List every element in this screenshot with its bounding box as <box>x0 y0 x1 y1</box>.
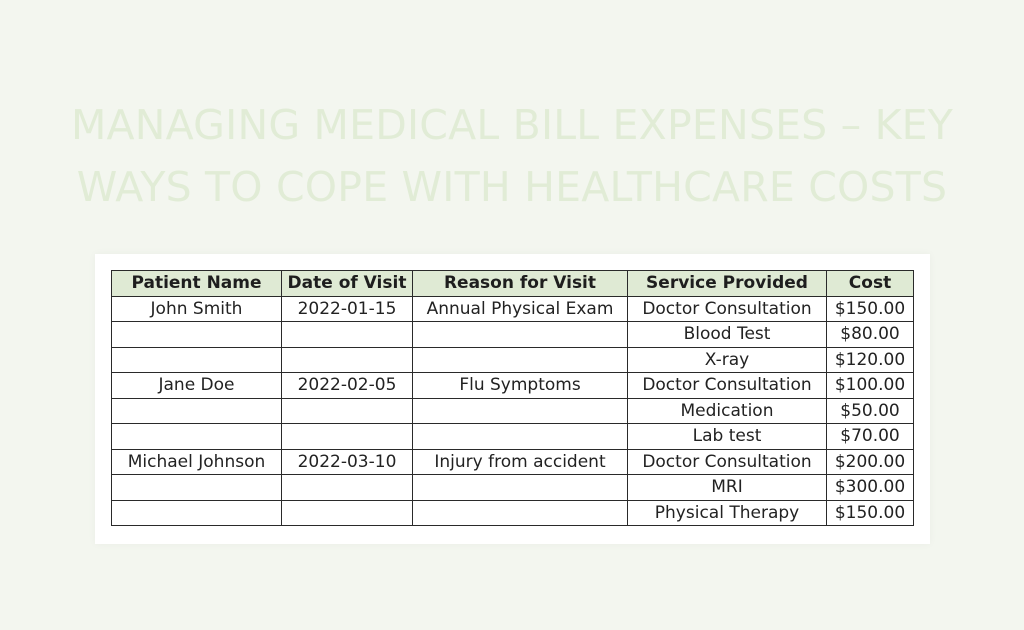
title-line-1: MANAGING MEDICAL BILL EXPENSES – KEY <box>70 101 954 149</box>
cost-cell: $70.00 <box>827 424 914 450</box>
header-service-provided: Service Provided <box>628 271 827 297</box>
cost-cell: $150.00 <box>827 296 914 322</box>
header-cost: Cost <box>827 271 914 297</box>
page-title <box>60 94 964 218</box>
header-reason-for-visit: Reason for Visit <box>413 271 628 297</box>
table-row <box>112 500 914 526</box>
reason-cell <box>413 347 628 373</box>
date-cell <box>282 500 413 526</box>
reason-cell <box>413 398 628 424</box>
patient-name-cell <box>112 500 282 526</box>
patient-name-cell <box>112 475 282 501</box>
date-cell <box>282 424 413 450</box>
date-cell <box>282 322 413 348</box>
reason-cell <box>413 322 628 348</box>
patient-name-cell <box>112 398 282 424</box>
service-cell: Doctor Consultation <box>628 296 827 322</box>
service-cell: Physical Therapy <box>628 500 827 526</box>
date-cell: 2022-03-10 <box>282 449 413 475</box>
reason-cell: Flu Symptoms <box>413 373 628 399</box>
medical-bill-table <box>111 270 914 526</box>
header-date-of-visit: Date of Visit <box>282 271 413 297</box>
table-row <box>112 449 914 475</box>
header-row <box>112 271 914 297</box>
service-cell: X-ray <box>628 347 827 373</box>
patient-name-cell <box>112 424 282 450</box>
reason-cell: Injury from accident <box>413 449 628 475</box>
patient-name-cell: Jane Doe <box>112 373 282 399</box>
header-patient-name: Patient Name <box>112 271 282 297</box>
date-cell <box>282 398 413 424</box>
service-cell: Doctor Consultation <box>628 373 827 399</box>
date-cell <box>282 347 413 373</box>
service-cell: Doctor Consultation <box>628 449 827 475</box>
table-row <box>112 424 914 450</box>
cost-cell: $120.00 <box>827 347 914 373</box>
reason-cell <box>413 424 628 450</box>
date-cell: 2022-02-05 <box>282 373 413 399</box>
table-row <box>112 373 914 399</box>
cost-cell: $300.00 <box>827 475 914 501</box>
service-cell: MRI <box>628 475 827 501</box>
patient-name-cell: John Smith <box>112 296 282 322</box>
reason-cell: Annual Physical Exam <box>413 296 628 322</box>
reason-cell <box>413 500 628 526</box>
service-cell: Lab test <box>628 424 827 450</box>
service-cell: Blood Test <box>628 322 827 348</box>
table-row <box>112 475 914 501</box>
cost-cell: $50.00 <box>827 398 914 424</box>
table-row <box>112 398 914 424</box>
table-row <box>112 322 914 348</box>
patient-name-cell <box>112 347 282 373</box>
date-cell: 2022-01-15 <box>282 296 413 322</box>
cost-cell: $200.00 <box>827 449 914 475</box>
cost-cell: $100.00 <box>827 373 914 399</box>
reason-cell <box>413 475 628 501</box>
cost-cell: $150.00 <box>827 500 914 526</box>
patient-name-cell: Michael Johnson <box>112 449 282 475</box>
service-cell: Medication <box>628 398 827 424</box>
title-line-2: WAYS TO COPE WITH HEALTHCARE COSTS <box>76 163 948 211</box>
patient-name-cell <box>112 322 282 348</box>
cost-cell: $80.00 <box>827 322 914 348</box>
table-row <box>112 347 914 373</box>
date-cell <box>282 475 413 501</box>
table-row <box>112 296 914 322</box>
